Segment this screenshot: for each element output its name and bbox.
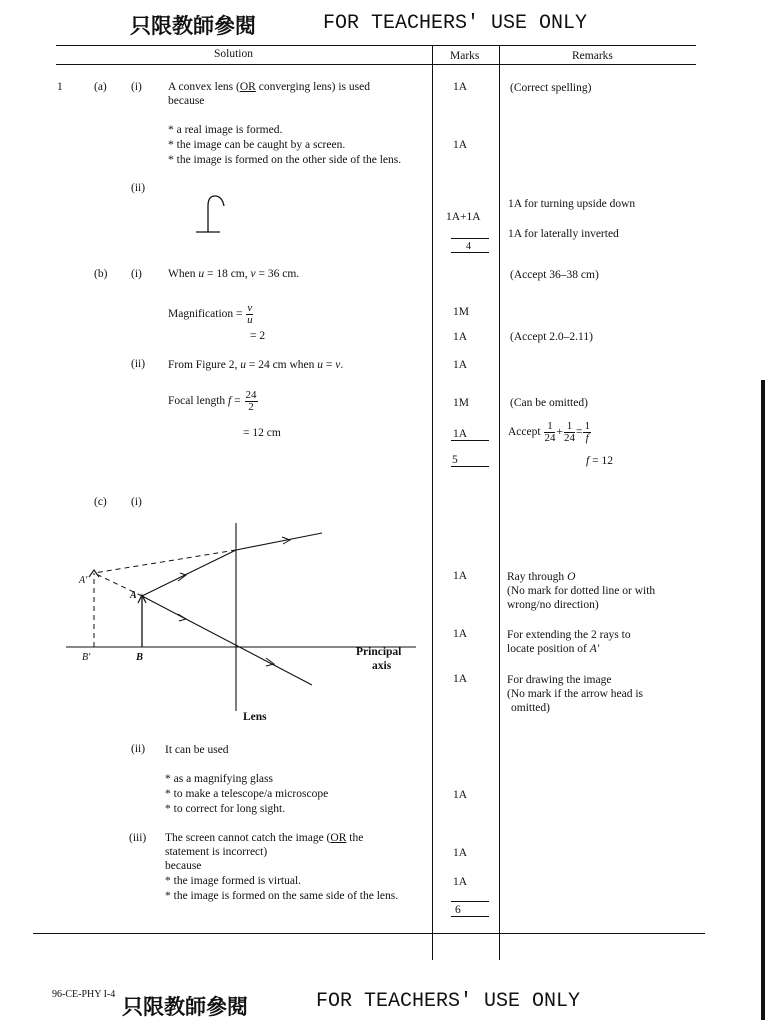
b-subtotal: 5 [452,454,458,466]
a-subtotal-rule-top [451,238,489,239]
a-i-bullet-1: * a real image is formed. [168,124,283,136]
a-i-bullet-2: * the image can be caught by a screen. [168,139,346,151]
part-b-i-label: (i) [131,268,142,280]
c-iii-line2: statement is incorrect) [165,846,268,858]
a-ii-remark1: 1A for turning upside down [508,198,636,210]
b-i-mark2: 1A [453,331,468,343]
c-iii-mark1: 1A [453,847,468,859]
c-iii-bullet-1: * the image formed is virtual. [165,875,302,887]
scan-edge [761,380,765,1020]
c-i-mark2: 1A [453,628,468,640]
part-a-i-label: (i) [131,81,142,93]
a-subtotal-rule-bottom [451,252,489,253]
c-iii-bullet-2: * the image is formed on the same side of the lens. [165,890,399,902]
c-i-remark3a: For drawing the image [507,674,612,686]
b-ii-f-result: f = 12 [586,455,613,467]
a-i-line2: because [168,95,205,107]
part-a-ii-label: (ii) [131,182,146,194]
label-a-prime: A' [79,575,88,586]
c-ii-intro: It can be used [165,744,229,756]
a-i-mark1: 1A [453,81,468,93]
b-i-remark1: (Accept 36–38 cm) [510,269,599,281]
c-ii-bullet-1: * as a magnifying glass [165,773,273,785]
col-header-marks: Marks [450,50,480,62]
label-b: B [136,652,144,663]
b-subtotal-rule [451,466,489,467]
c-i-remark1b: (No mark for dotted line or with [507,585,656,597]
col-header-remarks: Remarks [572,50,613,62]
b-ii-accept: Accept $\frac{1}{24}$ + $\frac{1}{24}$ = $\frac{1}{f}$ [508,420,590,444]
a-ii-mark: 1A+1A [446,211,481,223]
c-i-remark3c: omitted) [511,702,550,714]
b-i-magnification: Magnification = $\frac{v}{u}$ [168,302,253,326]
a-i-line1: A convex lens (OR converging lens) is used [168,81,370,93]
part-b-ii-label: (ii) [131,358,146,370]
b-ii-result: = 12 cm [243,427,281,439]
refracted-ray-1 [236,533,322,550]
header-english: FOR TEACHERS' USE ONLY [323,12,588,35]
label-principal: Principal [356,646,402,658]
c-subtotal-rule-top [451,901,489,902]
a-i-remark1: (Correct spelling) [510,82,592,94]
c-i-mark1: 1A [453,570,468,582]
c-i-remark2b: locate position of A' [507,643,600,655]
c-iii-line3: because [165,860,202,872]
table-header-rule [56,64,696,65]
table-bottom-rule [33,933,705,934]
c-iii-mark2: 1A [453,876,468,888]
part-c-label: (c) [94,496,107,508]
c-i-remark2a: For extending the 2 rays to [507,629,631,641]
part-b-label: (b) [94,268,108,280]
c-ii-mark: 1A [453,789,468,801]
label-lens: Lens [243,711,267,723]
incident-ray-1 [142,550,236,596]
c-ii-bullet-3: * to correct for long sight. [165,803,286,815]
b-ii-mark1: 1A [453,359,468,371]
col-divider-1 [432,45,433,960]
col-divider-2 [499,45,500,960]
c-i-remark3b: (No mark if the arrow head is [507,688,644,700]
part-c-i-label: (i) [131,496,142,508]
label-axis: axis [372,660,392,672]
table-top-rule [56,45,696,46]
a-i-bullet-3: * the image is formed on the other side of the lens. [168,154,402,166]
b-i-mag-result: = 2 [250,330,266,342]
c-i-remark1a: Ray through O [507,571,576,583]
label-a: A [130,590,137,601]
c-ii-bullet-2: * to make a telescope/a microscope [165,788,329,800]
b-ii-from-figure: From Figure 2, u = 24 cm when u = v. [168,359,344,371]
b-mark-rule [451,440,489,441]
b-i-when: When u = 18 cm, v = 36 cm. [168,268,300,280]
b-i-mark1: 1M [453,306,469,318]
c-iii-line1: The screen cannot catch the image (OR the [165,832,364,844]
footer-code: 96-CE-PHY I-4 [52,989,116,1000]
part-c-ii-label: (ii) [131,743,146,755]
a-subtotal: 4 [466,241,471,252]
question-number: 1 [57,81,63,93]
b-i-remark2: (Accept 2.0–2.11) [510,331,593,343]
b-ii-focal: Focal length f = $\frac{24}{2}$ [168,389,257,413]
footer-chinese: 只限教師參閱 [122,995,248,1019]
c-i-remark1c: wrong/no direction) [507,599,599,611]
dashed-extension-1 [94,550,236,573]
a-ii-remark2: 1A for laterally inverted [508,228,619,240]
inverted-image-sketch [194,192,228,234]
c-i-mark3: 1A [453,673,468,685]
c-subtotal: 6 [455,904,461,916]
a-i-mark2: 1A [453,139,468,151]
c-subtotal-rule-bottom [451,916,489,917]
part-c-iii-label: (iii) [129,832,147,844]
ray-diagram [60,515,430,725]
header-chinese: 只限教師參閱 [130,14,256,38]
footer-english: FOR TEACHERS' USE ONLY [316,990,581,1013]
b-ii-mark3: 1A [453,428,468,440]
b-ii-mark2: 1M [453,397,469,409]
b-ii-remark2: (Can be omitted) [510,397,588,409]
part-a-label: (a) [94,81,107,93]
col-header-solution: Solution [214,48,253,60]
label-b-prime: B' [82,652,91,663]
ray-through-centre [142,596,312,685]
